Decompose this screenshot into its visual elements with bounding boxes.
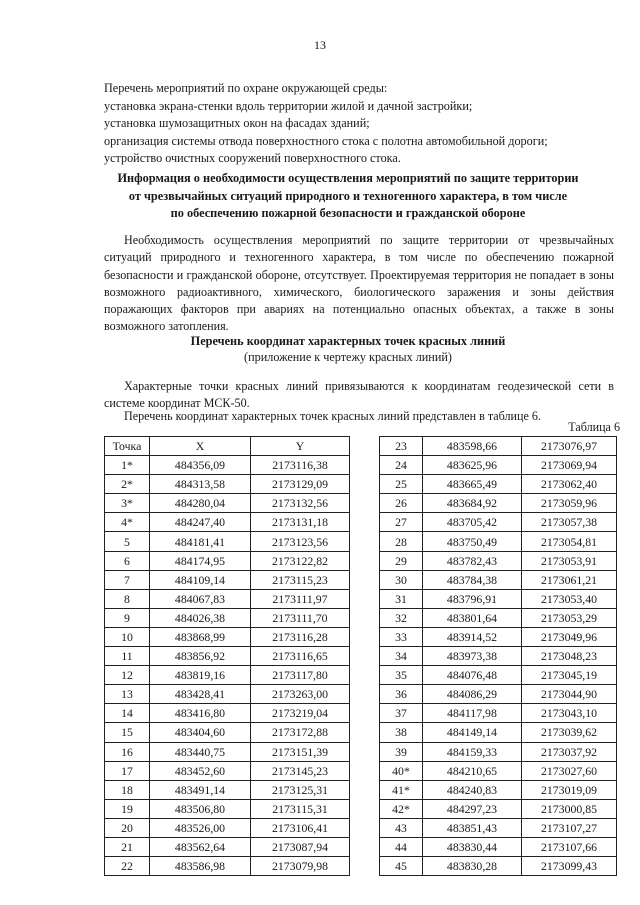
table-row [380, 570, 617, 589]
table-row [380, 551, 617, 570]
x-cell: 483784,38 [423, 570, 522, 589]
point-cell: 7 [105, 570, 150, 589]
y-cell: 2173132,56 [251, 494, 350, 513]
point-cell: 24 [380, 456, 423, 475]
table-row [105, 818, 350, 837]
point-cell: 29 [380, 551, 423, 570]
y-cell: 2173044,90 [522, 685, 617, 704]
y-cell: 2173106,41 [251, 818, 350, 837]
y-cell: 2173019,09 [522, 780, 617, 799]
point-cell: 37 [380, 704, 423, 723]
y-cell: 2173062,40 [522, 475, 617, 494]
x-cell: 483856,92 [150, 647, 251, 666]
y-cell: 2173107,27 [522, 818, 617, 837]
y-cell: 2173219,04 [251, 704, 350, 723]
table-row [105, 647, 350, 666]
x-cell: 483914,52 [423, 627, 522, 646]
table-row [105, 627, 350, 646]
x-cell: 483782,43 [423, 551, 522, 570]
table-row [380, 647, 617, 666]
y-cell: 2173129,09 [251, 475, 350, 494]
y-cell: 2173115,23 [251, 570, 350, 589]
table-row [380, 532, 617, 551]
header-y: Y [251, 437, 350, 456]
y-cell: 2173079,98 [251, 857, 350, 876]
environment-list-item: организация системы отвода поверхностного стока с полотна автомобильной дороги; [104, 133, 548, 148]
point-cell: 5 [105, 532, 150, 551]
y-cell: 2173151,39 [251, 742, 350, 761]
point-cell: 13 [105, 685, 150, 704]
y-cell: 2173099,43 [522, 857, 617, 876]
x-cell: 483586,98 [150, 857, 251, 876]
y-cell: 2173107,66 [522, 837, 617, 856]
y-cell: 2173061,21 [522, 570, 617, 589]
table-row [105, 780, 350, 799]
point-cell: 19 [105, 799, 150, 818]
point-cell: 2* [105, 475, 150, 494]
y-cell: 2173111,97 [251, 589, 350, 608]
y-cell: 2173115,31 [251, 799, 350, 818]
y-cell: 2173054,81 [522, 532, 617, 551]
point-cell: 38 [380, 723, 423, 742]
coordinates-table-left [104, 436, 350, 876]
point-cell: 45 [380, 857, 423, 876]
y-cell: 2173116,65 [251, 647, 350, 666]
x-cell: 484117,98 [423, 704, 522, 723]
y-cell: 2173123,56 [251, 532, 350, 551]
table-row [380, 589, 617, 608]
x-cell: 483684,92 [423, 494, 522, 513]
x-cell: 483506,80 [150, 799, 251, 818]
x-cell: 484181,41 [150, 532, 251, 551]
x-cell: 484280,04 [150, 494, 251, 513]
x-cell: 484149,14 [423, 723, 522, 742]
x-cell: 483750,49 [423, 532, 522, 551]
y-cell: 2173027,60 [522, 761, 617, 780]
table-row [105, 723, 350, 742]
y-cell: 2173125,31 [251, 780, 350, 799]
coordinates-paragraph [104, 378, 614, 412]
table-row [105, 608, 350, 627]
environment-list-item: устройство очистных сооружений поверхностного стока. [104, 151, 401, 166]
table-row [105, 494, 350, 513]
table-row [105, 570, 350, 589]
x-cell: 483705,42 [423, 513, 522, 532]
y-cell: 2173076,97 [522, 437, 617, 456]
table-row [380, 666, 617, 685]
environment-list-intro: Перечень мероприятий по охране окружающей среды: [104, 81, 388, 95]
x-cell: 483830,44 [423, 837, 522, 856]
table-row [105, 837, 350, 856]
point-cell: 34 [380, 647, 423, 666]
table-row [380, 742, 617, 761]
y-cell: 2173039,62 [522, 723, 617, 742]
table-row [380, 456, 617, 475]
environment-list-item: установка экрана-стенки вдоль территории жилой и дачной застройки; [104, 98, 473, 113]
x-cell: 483562,64 [150, 837, 251, 856]
table-row [380, 799, 617, 818]
point-cell: 30 [380, 570, 423, 589]
emergency-heading-line: от чрезвычайных ситуаций природного и техногенного характера, в том числе [128, 188, 568, 203]
point-cell: 1* [105, 456, 150, 475]
y-cell: 2173117,80 [251, 666, 350, 685]
table-row [380, 685, 617, 704]
x-cell: 483796,91 [423, 589, 522, 608]
table-row [380, 704, 617, 723]
environment-measures-list [104, 80, 594, 168]
table-row [105, 456, 350, 475]
y-cell: 2173145,23 [251, 761, 350, 780]
coordinates-table-right [379, 436, 617, 876]
y-cell: 2173043,10 [522, 704, 617, 723]
table-row [105, 666, 350, 685]
x-cell: 484086,29 [423, 685, 522, 704]
x-cell: 483526,00 [150, 818, 251, 837]
point-cell: 20 [105, 818, 150, 837]
x-cell: 484076,48 [423, 666, 522, 685]
point-cell: 9 [105, 608, 150, 627]
y-cell: 2173122,82 [251, 551, 350, 570]
point-cell: 42* [380, 799, 423, 818]
table-row [380, 857, 617, 876]
table-row [380, 494, 617, 513]
point-cell: 25 [380, 475, 423, 494]
x-cell: 483404,60 [150, 723, 251, 742]
point-cell: 14 [105, 704, 150, 723]
y-cell: 2173116,28 [251, 627, 350, 646]
x-cell: 484159,33 [423, 742, 522, 761]
x-cell: 484109,14 [150, 570, 251, 589]
header-point: Точка [105, 437, 150, 456]
table-reference-text: Перечень координат характерных точек красных линий представлен в таблице 6. [124, 409, 541, 423]
x-cell: 483819,16 [150, 666, 251, 685]
point-cell: 32 [380, 608, 423, 627]
y-cell: 2173053,40 [522, 589, 617, 608]
y-cell: 2173000,85 [522, 799, 617, 818]
point-cell: 44 [380, 837, 423, 856]
point-cell: 33 [380, 627, 423, 646]
y-cell: 2173048,23 [522, 647, 617, 666]
y-cell: 2173069,94 [522, 456, 617, 475]
coordinates-heading: Перечень координат характерных точек красных линий [190, 334, 506, 348]
y-cell: 2173053,91 [522, 551, 617, 570]
x-cell: 483665,49 [423, 475, 522, 494]
point-cell: 23 [380, 437, 423, 456]
x-cell: 483598,66 [423, 437, 522, 456]
point-cell: 17 [105, 761, 150, 780]
point-cell: 26 [380, 494, 423, 513]
table-row [105, 704, 350, 723]
x-cell: 483801,64 [423, 608, 522, 627]
table-row [105, 799, 350, 818]
x-cell: 483851,43 [423, 818, 522, 837]
emergency-paragraph [104, 232, 614, 336]
point-cell: 16 [105, 742, 150, 761]
point-cell: 8 [105, 589, 150, 608]
x-cell: 484240,83 [423, 780, 522, 799]
emergency-heading-line: по обеспечению пожарной безопасности и гражданской обороне [170, 206, 526, 220]
table-row [105, 589, 350, 608]
x-cell: 483868,99 [150, 627, 251, 646]
point-cell: 12 [105, 666, 150, 685]
point-cell: 4* [105, 513, 150, 532]
y-cell: 2173045,19 [522, 666, 617, 685]
y-cell: 2173059,96 [522, 494, 617, 513]
point-cell: 31 [380, 589, 423, 608]
y-cell: 2173057,38 [522, 513, 617, 532]
table-row [380, 513, 617, 532]
page-number: 13 [314, 38, 326, 52]
table-row [380, 437, 617, 456]
point-cell: 35 [380, 666, 423, 685]
table-row [105, 742, 350, 761]
x-cell: 483973,38 [423, 647, 522, 666]
table-row [105, 761, 350, 780]
table-row [380, 608, 617, 627]
x-cell: 484026,38 [150, 608, 251, 627]
y-cell: 2173111,70 [251, 608, 350, 627]
point-cell: 21 [105, 837, 150, 856]
y-cell: 2173172,88 [251, 723, 350, 742]
x-cell: 484313,58 [150, 475, 251, 494]
table-row [380, 723, 617, 742]
point-cell: 11 [105, 647, 150, 666]
table-label: Таблица 6 [568, 420, 620, 434]
header-x: X [150, 437, 251, 456]
table-row [105, 532, 350, 551]
point-cell: 43 [380, 818, 423, 837]
point-cell: 39 [380, 742, 423, 761]
point-cell: 10 [105, 627, 150, 646]
x-cell: 483416,80 [150, 704, 251, 723]
table-row [105, 551, 350, 570]
x-cell: 484247,40 [150, 513, 251, 532]
point-cell: 36 [380, 685, 423, 704]
table-row [380, 627, 617, 646]
y-cell: 2173116,38 [251, 456, 350, 475]
point-cell: 28 [380, 532, 423, 551]
emergency-heading-line: Информация о необходимости осуществления мероприятий по защите территории [117, 171, 579, 185]
table-row [105, 475, 350, 494]
table-row [380, 761, 617, 780]
table-row [105, 685, 350, 704]
x-cell: 483491,14 [150, 780, 251, 799]
table-row [105, 513, 350, 532]
x-cell: 484356,09 [150, 456, 251, 475]
x-cell: 484067,83 [150, 589, 251, 608]
point-cell: 22 [105, 857, 150, 876]
x-cell: 483440,75 [150, 742, 251, 761]
table-row [380, 818, 617, 837]
y-cell: 2173037,92 [522, 742, 617, 761]
x-cell: 484210,65 [423, 761, 522, 780]
point-cell: 3* [105, 494, 150, 513]
x-cell: 483830,28 [423, 857, 522, 876]
table-header-row [105, 437, 350, 456]
y-cell: 2173049,96 [522, 627, 617, 646]
y-cell: 2173263,00 [251, 685, 350, 704]
y-cell: 2173131,18 [251, 513, 350, 532]
point-cell: 6 [105, 551, 150, 570]
coordinates-subheading: (приложение к чертежу красных линий) [244, 350, 452, 364]
point-cell: 40* [380, 761, 423, 780]
x-cell: 483452,60 [150, 761, 251, 780]
x-cell: 483625,96 [423, 456, 522, 475]
x-cell: 484297,23 [423, 799, 522, 818]
environment-list-item: установка шумозащитных окон на фасадах зданий; [104, 116, 370, 131]
x-cell: 483428,41 [150, 685, 251, 704]
table-row [380, 475, 617, 494]
coordinates-paragraph-text: Характерные точки красных линий привязываются к координатам геодезической сети в системе координат МСК-50. [104, 379, 614, 410]
y-cell: 2173087,94 [251, 837, 350, 856]
table-row [380, 780, 617, 799]
point-cell: 27 [380, 513, 423, 532]
y-cell: 2173053,29 [522, 608, 617, 627]
table-row [380, 837, 617, 856]
table-row [105, 857, 350, 876]
emergency-heading [88, 170, 608, 223]
point-cell: 15 [105, 723, 150, 742]
x-cell: 484174,95 [150, 551, 251, 570]
emergency-paragraph-text: Необходимость осуществления мероприятий по защите территории от чрезвычайных ситуаций природного и техногенного характера, в том числе по обеспечению пожарной безопасности и гражданской обороне, отсутствует. Проектируемая территория не попадает в зоны возможного радиоактивного, химического, биологического заражения и зоны действия поражающих факторов при авариях на потенциально опасных объектах, а также в зоны возможного затопления. [104, 233, 614, 334]
point-cell: 18 [105, 780, 150, 799]
point-cell: 41* [380, 780, 423, 799]
